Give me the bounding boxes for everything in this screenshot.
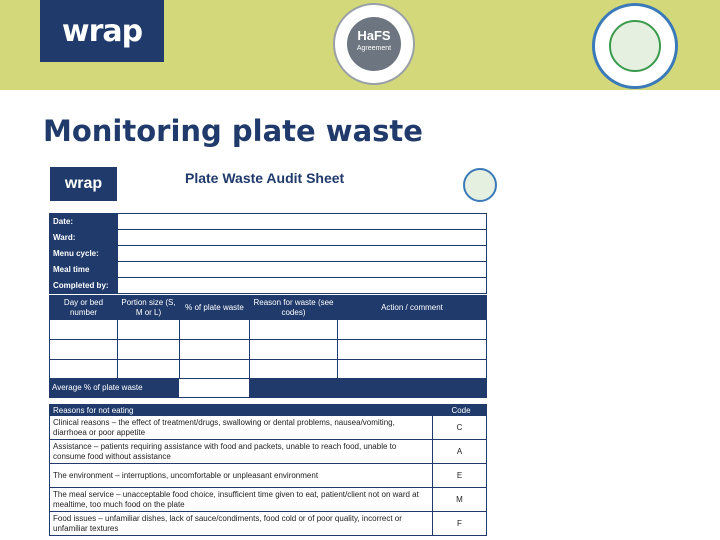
table-row xyxy=(50,340,487,360)
meal-time-field[interactable] xyxy=(118,262,487,278)
ward-field[interactable] xyxy=(118,230,487,246)
table-row xyxy=(50,512,487,536)
page-title: Monitoring plate waste xyxy=(43,114,423,148)
average-row xyxy=(49,378,487,398)
hca-logo-emblem xyxy=(609,20,661,72)
info-label: Completed by: xyxy=(50,278,118,294)
column-header: Reason for waste (see codes) xyxy=(250,296,338,320)
average-label: Average % of plate waste xyxy=(52,383,143,392)
column-header: % of plate waste xyxy=(180,296,250,320)
wrap-logo: wrap xyxy=(40,0,164,62)
reason-code: F xyxy=(433,512,487,536)
hafs-logo-center xyxy=(347,17,401,71)
table-row xyxy=(50,320,487,340)
sheet-wrap-logo: wrap xyxy=(50,167,117,201)
column-header: Action / comment xyxy=(338,296,487,320)
audit-info-table xyxy=(49,213,487,294)
table-row xyxy=(50,416,487,440)
sheet-title: Plate Waste Audit Sheet xyxy=(185,170,345,186)
reason-text: The environment – interruptions, uncomfortable or unpleasant environment xyxy=(50,464,433,488)
table-row xyxy=(50,360,487,380)
hafs-agreement-logo xyxy=(333,3,415,85)
column-header: Portion size (S, M or L) xyxy=(118,296,180,320)
sheet-hca-badge xyxy=(463,168,497,202)
info-label: Ward: xyxy=(50,230,118,246)
reason-code: E xyxy=(433,464,487,488)
info-label: Menu cycle: xyxy=(50,246,118,262)
info-label: Date: xyxy=(50,214,118,230)
reason-text: Assistance – patients requiring assistance with food and packets, unable to reach food, unable to consume food without assistance xyxy=(50,440,433,464)
completed-by-field[interactable] xyxy=(118,278,487,294)
reason-code: M xyxy=(433,488,487,512)
plate-waste-audit-sheet xyxy=(49,163,489,538)
code-header: Code xyxy=(433,405,487,416)
reasons-table xyxy=(49,404,487,536)
reason-text: Clinical reasons – the effect of treatment/drugs, swallowing or dental problems, nausea/vomiting, diarrhoea or poor appetite xyxy=(50,416,433,440)
reason-text: The meal service – unacceptable food choice, insufficient time given to eat, patient/client not on ward at mealtime, too much food on the plate xyxy=(50,488,433,512)
reason-code: C xyxy=(433,416,487,440)
table-row xyxy=(50,464,487,488)
date-field[interactable] xyxy=(118,214,487,230)
average-field[interactable] xyxy=(179,379,249,397)
reasons-header: Reasons for not eating xyxy=(50,405,433,416)
audit-table xyxy=(49,295,487,380)
header-banner xyxy=(0,0,720,90)
hafs-logo-text: HaFS xyxy=(357,28,391,43)
menu-cycle-field[interactable] xyxy=(118,246,487,262)
hafs-logo-subtext: Agreement xyxy=(356,45,392,52)
reason-text: Food issues – unfamiliar dishes, lack of sauce/condiments, food cold or of poor quality, incorrect or unfamiliar textures xyxy=(50,512,433,536)
column-header: Day or bed number xyxy=(50,296,118,320)
hospital-caterers-association-logo xyxy=(592,3,678,89)
info-label: Meal time xyxy=(50,262,118,278)
table-row xyxy=(50,440,487,464)
reason-code: A xyxy=(433,440,487,464)
table-row xyxy=(50,488,487,512)
